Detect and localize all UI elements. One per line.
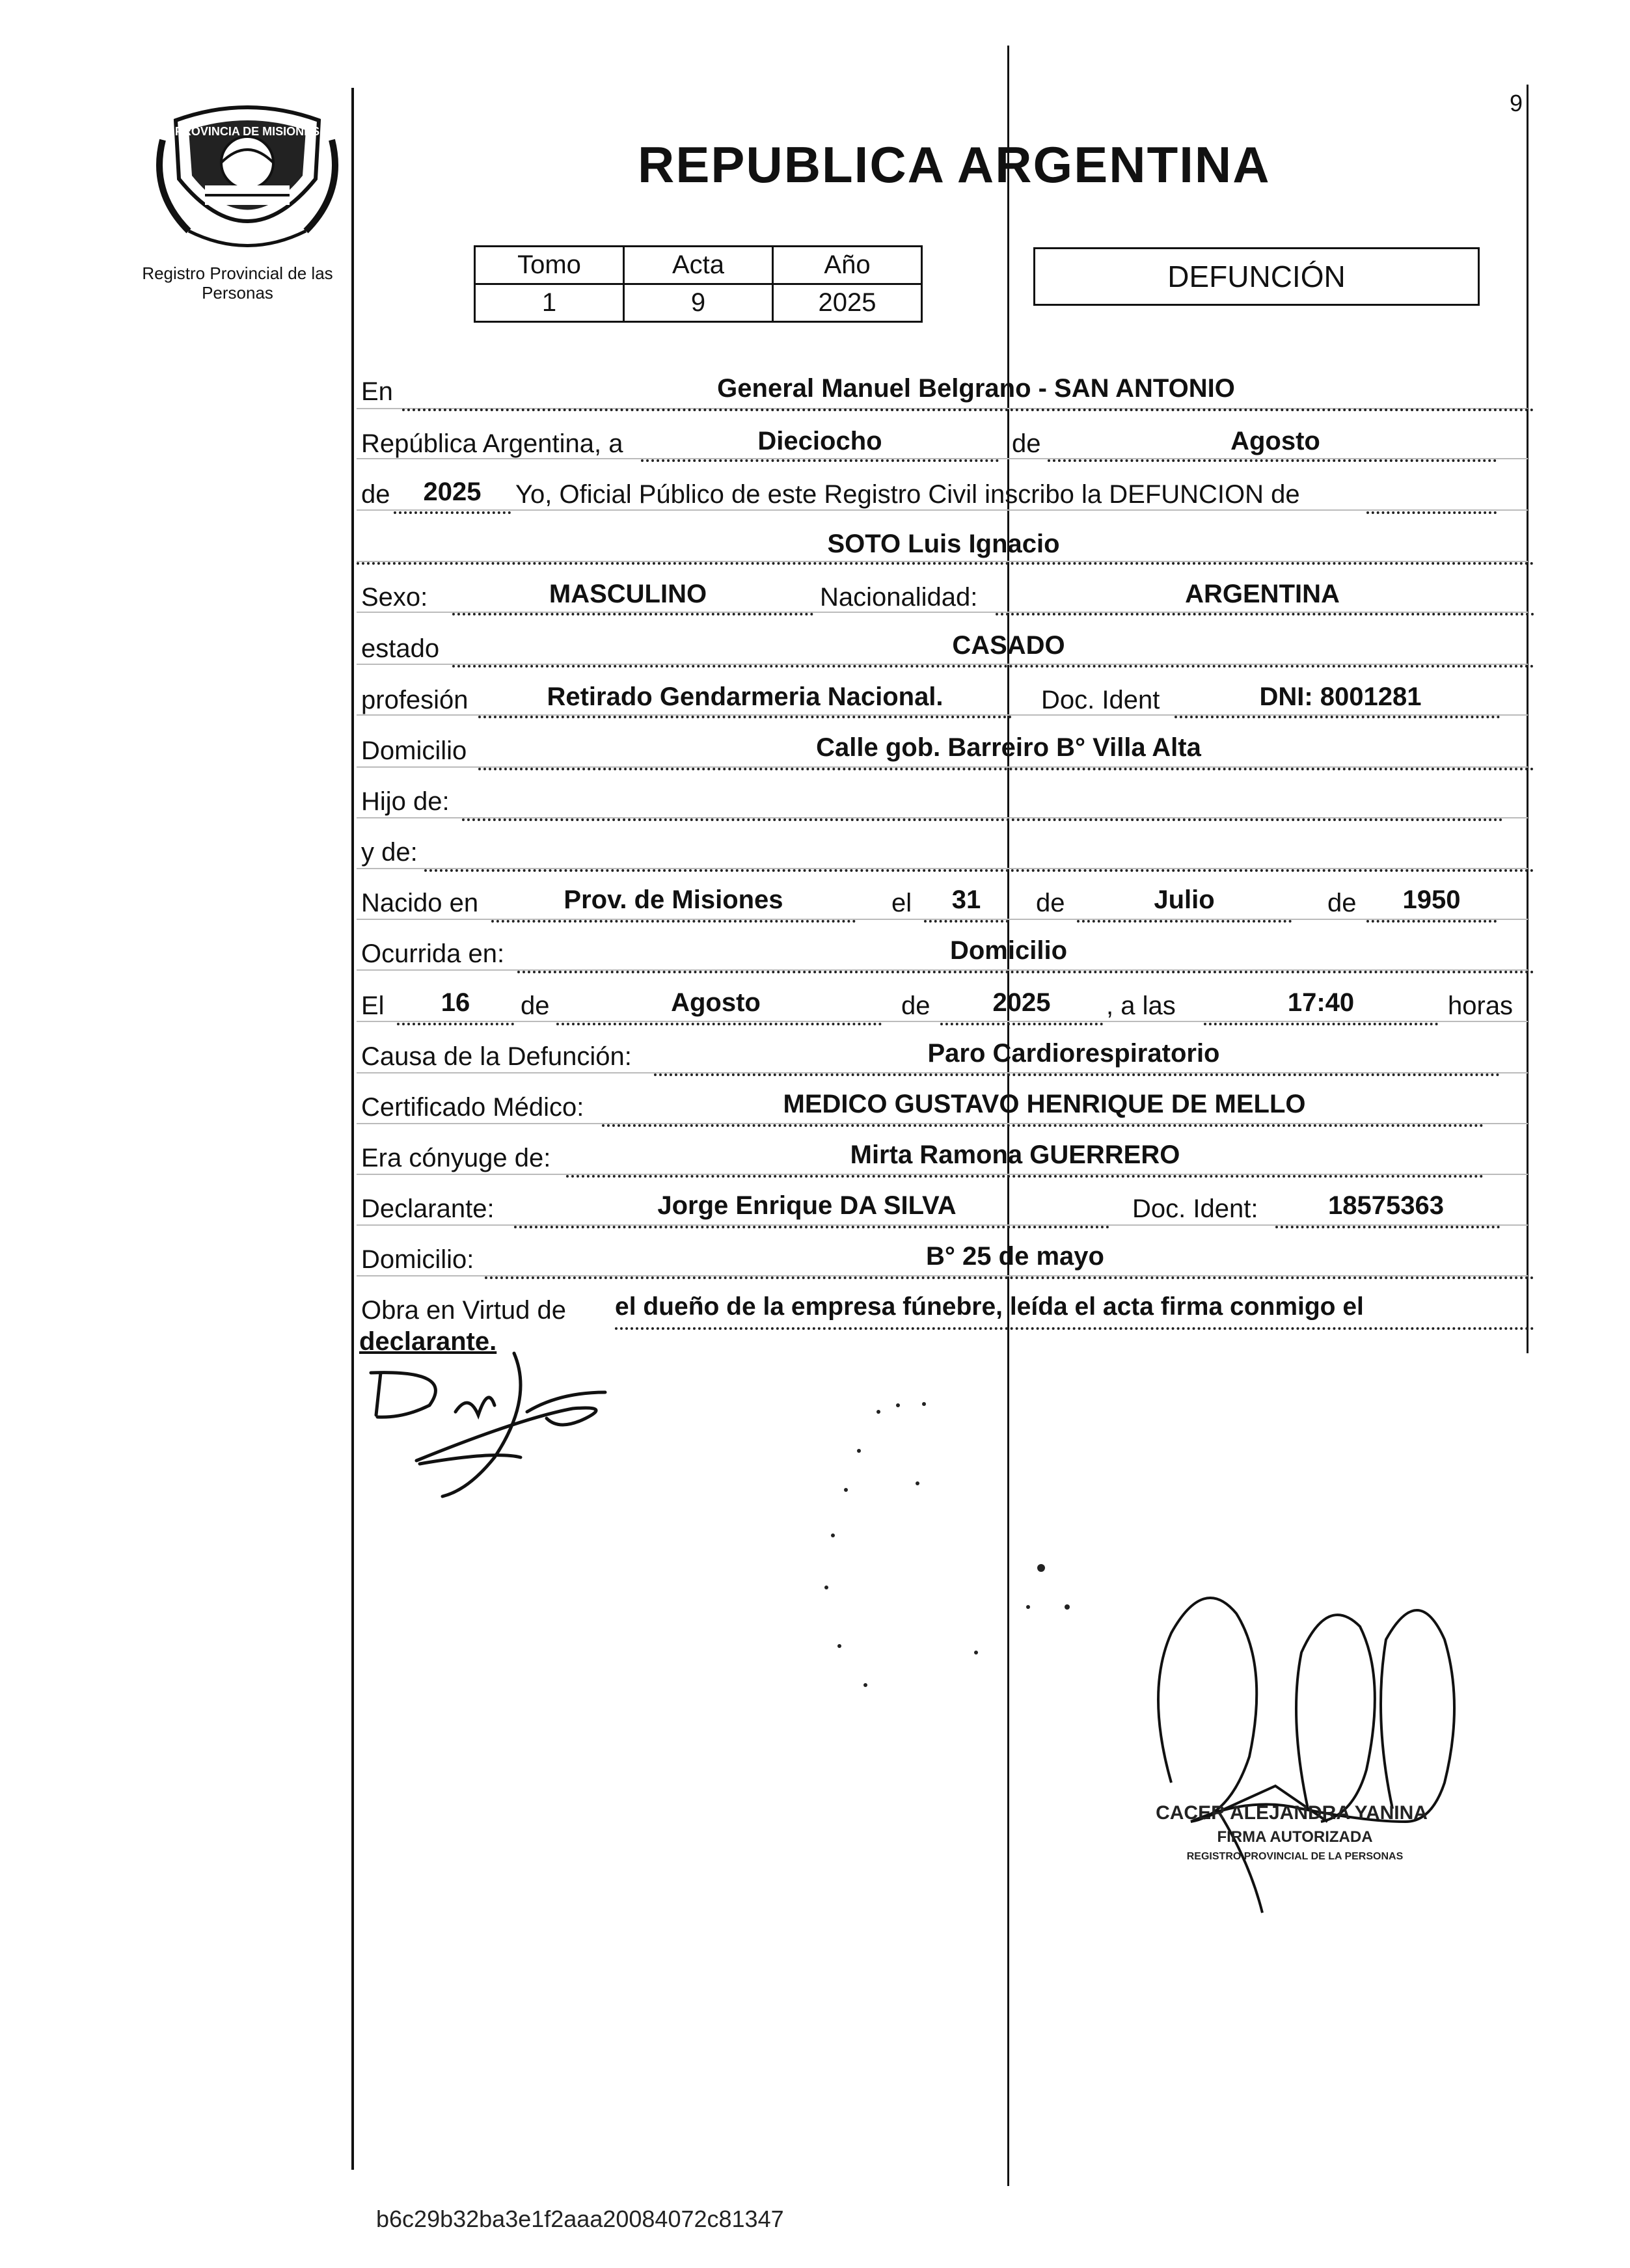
estado-value: CASADO [952, 631, 1065, 660]
certificado-label: Certificado Médico: [361, 1093, 584, 1122]
dia-value: Dieciocho [757, 427, 882, 455]
obra-continuation: declarante. [359, 1327, 497, 1356]
stamp-org: REGISTRO PROVINCIAL DE LA PERSONAS [1186, 1851, 1404, 1862]
obra-label: Obra en Virtud de [361, 1296, 567, 1325]
el2-label: El [361, 992, 385, 1020]
republica-label: República Argentina, a [361, 429, 623, 458]
yde-label: y de: [361, 838, 418, 867]
doc2-label: Doc. Ident: [1132, 1195, 1258, 1223]
crest-text: PROVINCIA DE MISIONES [174, 125, 320, 138]
doc-value: DNI: 8001281 [1259, 682, 1422, 711]
yo-text: Yo, Oficial Público de este Registro Civil inscribo la DEFUNCION de [515, 480, 1300, 509]
tomo-header: Tomo [475, 247, 624, 284]
sexo-value: MASCULINO [549, 580, 707, 608]
ocurrida-value: Domicilio [949, 936, 1068, 965]
causa-label: Causa de la Defunción: [361, 1042, 632, 1071]
de-label-1: de [1036, 889, 1065, 917]
def-mes: Agosto [671, 988, 761, 1017]
de-label-4: de [901, 992, 930, 1020]
sexo-label: Sexo: [361, 583, 428, 612]
en-value: General Manuel Belgrano - SAN ANTONIO [717, 374, 1235, 403]
alas-label: , a las [1106, 992, 1176, 1020]
hora-value: 17:40 [1287, 988, 1355, 1017]
profesion-value: Retirado Gendarmeria Nacional. [547, 682, 944, 711]
stamp-title: FIRMA AUTORIZADA [1217, 1828, 1373, 1846]
defuncion-box: DEFUNCIÓN [1033, 247, 1480, 306]
stamp-name: CACER ALEJANDRA YANINA [1156, 1802, 1428, 1824]
mes-value: Agosto [1230, 427, 1320, 455]
authorized-signature-icon [1158, 1598, 1454, 1913]
nac-anio: 1950 [1402, 885, 1461, 914]
de-label-3: de [521, 992, 550, 1020]
el-label: el [891, 889, 912, 917]
estado-label: estado [361, 634, 440, 663]
anio-value: 2025 [423, 478, 482, 506]
faded-stamp-dots [824, 1402, 1070, 1687]
domicilio2-value: B° 25 de mayo [926, 1242, 1104, 1271]
conyuge-value: Mirta Ramona GUERRERO [850, 1141, 1180, 1169]
de2-label: de [361, 480, 390, 509]
domicilio-value: Calle gob. Barreiro B° Villa Alta [816, 733, 1201, 762]
nacido-lugar: Prov. de Misiones [564, 885, 783, 914]
nombre-value: SOTO Luis Ignacio [827, 530, 1060, 558]
declarante-label: Declarante: [361, 1195, 495, 1223]
ocurrida-label: Ocurrida en: [361, 939, 505, 968]
domicilio-label: Domicilio [361, 736, 467, 765]
doc2-value: 18575363 [1328, 1191, 1444, 1220]
doc-label: Doc. Ident [1041, 686, 1160, 714]
horas-label: horas [1448, 992, 1514, 1020]
declarante-value: Jorge Enrique DA SILVA [657, 1191, 957, 1220]
acta-header: Acta [624, 247, 773, 284]
nacido-label: Nacido en [361, 889, 479, 917]
def-anio: 2025 [992, 988, 1051, 1017]
domicilio2-label: Domicilio: [361, 1245, 474, 1274]
page-title: REPUBLICA ARGENTINA [638, 136, 1271, 193]
hijo-label: Hijo de: [361, 787, 450, 816]
en-label: En [361, 377, 393, 406]
tomo-value: 1 [475, 284, 624, 322]
page-number: 9 [1510, 90, 1523, 116]
de-label-2: de [1327, 889, 1357, 917]
nacionalidad-value: ARGENTINA [1185, 580, 1340, 608]
acta-value: 9 [624, 284, 773, 322]
nac-dia: 31 [951, 885, 981, 914]
certificado-value: MEDICO GUSTAVO HENRIQUE DE MELLO [783, 1090, 1306, 1118]
nac-mes: Julio [1154, 885, 1215, 914]
declarant-signature-icon [371, 1353, 605, 1496]
registro-label: Registro Provincial de las Personas [142, 263, 333, 303]
document-hash: b6c29b32ba3e1f2aaa20084072c81347 [376, 2206, 784, 2232]
profesion-label: profesión [361, 686, 469, 714]
anio-header: Año [773, 247, 922, 284]
causa-value: Paro Cardiorespiratorio [927, 1039, 1220, 1068]
def-dia: 16 [441, 988, 470, 1017]
conyuge-label: Era cónyuge de: [361, 1144, 551, 1172]
de1-label: de [1012, 429, 1041, 458]
anio-value: 2025 [773, 284, 922, 322]
nacionalidad-label: Nacionalidad: [820, 583, 978, 612]
obra-value: el dueño de la empresa fúnebre, leída el acta firma conmigo el [615, 1293, 1364, 1321]
